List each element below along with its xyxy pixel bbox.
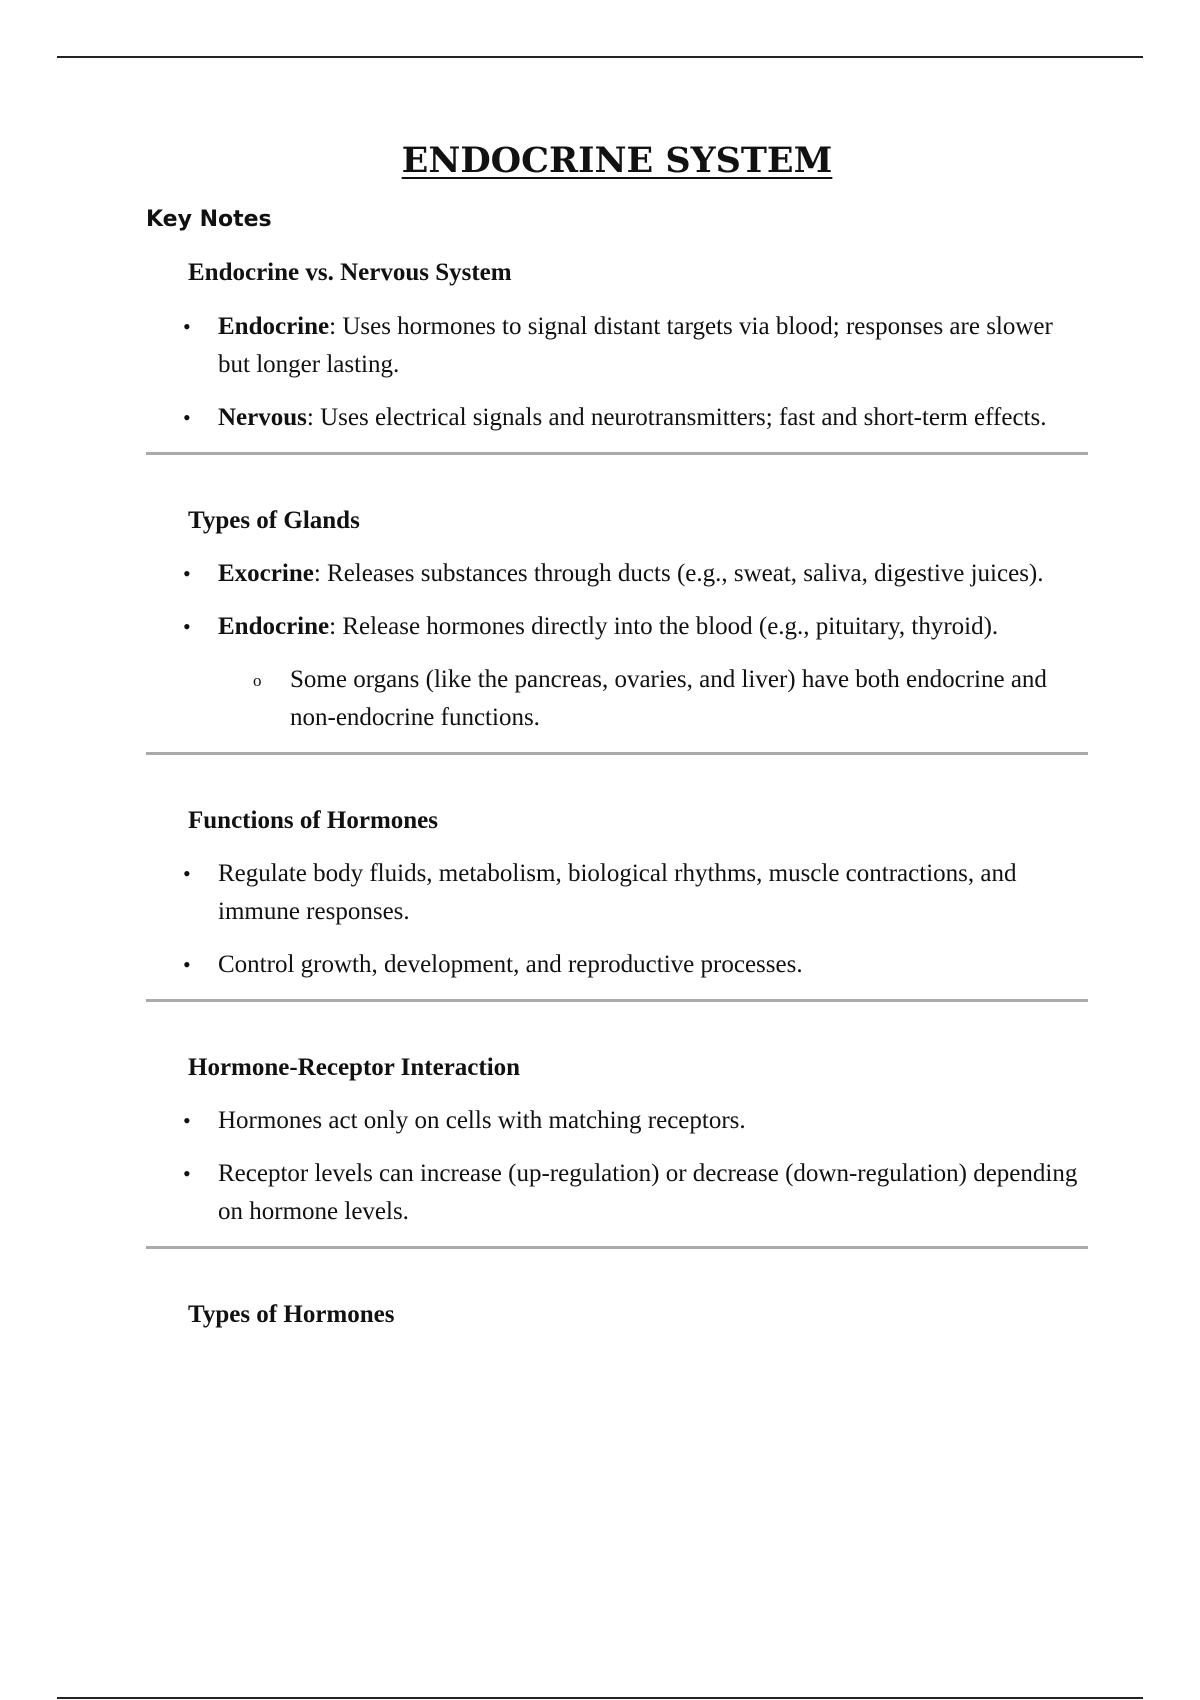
section-endocrine-vs-nervous (146, 257, 1088, 436)
bullet-list (146, 555, 1088, 737)
item-text: Regulate body fluids, metabolism, biological rhythms, muscle contractions, and immune responses. (218, 860, 1017, 926)
section-heading: Types of Glands (188, 506, 360, 534)
bullet-icon: • (183, 560, 191, 586)
section-functions-of-hormones (146, 805, 1088, 984)
document-body (146, 140, 1088, 1350)
bullet-icon: • (183, 952, 191, 978)
document-title: ENDOCRINE SYSTEM (401, 140, 833, 181)
bullet-list (146, 1102, 1088, 1231)
list-item (146, 399, 1088, 437)
list-item (146, 555, 1088, 593)
list-item (146, 1155, 1088, 1231)
section-divider (146, 999, 1088, 1002)
term-description: : Release hormones directly into the blood (e.g., pituitary, thyroid). (329, 612, 999, 640)
list-item (146, 946, 1088, 984)
list-item (146, 608, 1088, 737)
list-item (146, 1102, 1088, 1140)
term-description: : Uses electrical signals and neurotransmitters; fast and short-term effects. (306, 403, 1047, 431)
section-heading: Hormone-Receptor Interaction (188, 1054, 521, 1082)
bullet-icon: • (183, 1161, 191, 1187)
term-label: Nervous (218, 403, 307, 431)
section-divider (146, 752, 1088, 755)
page-bottom-rule (57, 1697, 1143, 1699)
key-notes-label: Key Notes (146, 207, 272, 232)
section-types-of-glands (146, 505, 1088, 737)
section-types-of-hormones (146, 1299, 1088, 1330)
sub-bullet-icon: o (253, 670, 262, 690)
section-heading: Endocrine vs. Nervous System (188, 259, 512, 287)
term-label: Exocrine (218, 559, 314, 587)
sub-bullet-list (218, 661, 1088, 737)
bullet-list (146, 855, 1088, 984)
list-item (146, 308, 1088, 384)
item-text: Hormones act only on cells with matching receptors. (218, 1107, 746, 1135)
bullet-list (146, 308, 1088, 437)
term-description: : Releases substances through ducts (e.g., sweat, saliva, digestive juices). (313, 559, 1044, 587)
section-heading: Functions of Hormones (188, 806, 438, 834)
term-label: Endocrine (218, 612, 330, 640)
sub-list-item (218, 661, 1088, 737)
sub-item-text: Some organs (like the pancreas, ovaries, and liver) have both endocrine and non-endocrine functions. (290, 665, 1047, 731)
term-label: Endocrine (218, 312, 330, 340)
page-top-rule (57, 56, 1143, 58)
bullet-icon: • (183, 613, 191, 639)
item-text: Receptor levels can increase (up-regulation) or decrease (down-regulation) depending on hormone levels. (218, 1160, 1078, 1226)
bullet-icon: • (183, 313, 191, 339)
section-divider (146, 1246, 1088, 1249)
bullet-icon: • (183, 404, 191, 430)
section-heading: Types of Hormones (188, 1301, 395, 1329)
section-hormone-receptor-interaction (146, 1052, 1088, 1231)
item-text: Control growth, development, and reproductive processes. (218, 951, 803, 979)
bullet-icon: • (183, 1108, 191, 1134)
bullet-icon: • (183, 861, 191, 887)
list-item (146, 855, 1088, 931)
term-description: : Uses hormones to signal distant targets via blood; responses are slower but longer lasting. (218, 312, 1053, 378)
section-divider (146, 452, 1088, 455)
